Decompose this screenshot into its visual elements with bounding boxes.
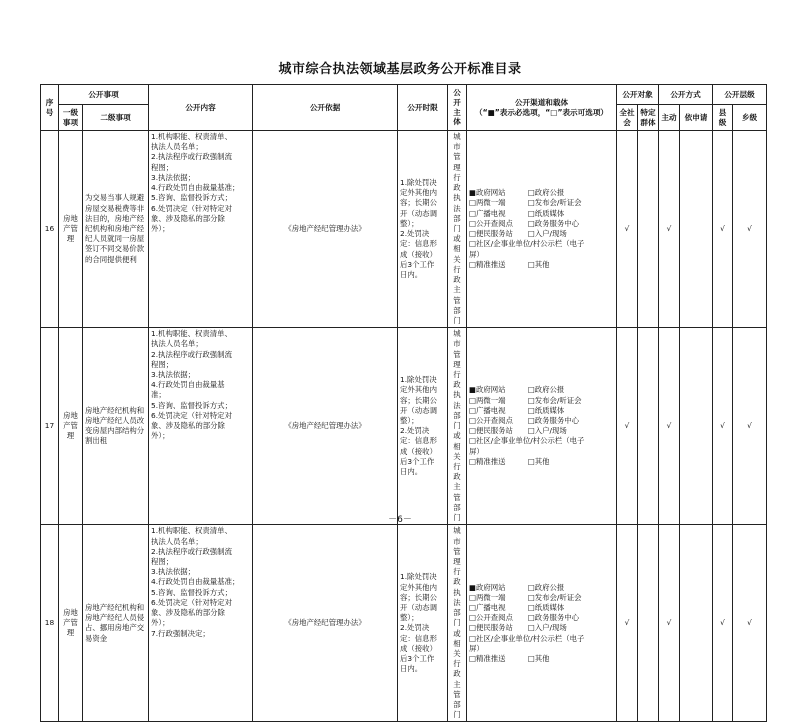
row-subject [448,328,467,525]
row-target-specific [638,131,659,328]
content-line: 象、涉及隐私的部分除 [151,213,225,223]
channel-line: □精准推送 □其他 [469,654,550,664]
content-line: 1.机构职能、权责清单、 [151,329,232,339]
row-level-township-check: √ [733,328,767,525]
row-content [149,328,253,525]
subject-line: 或相 [453,234,461,254]
deadline-line: 成（接收） [400,249,437,259]
deadline-line: 开（动态调 [400,208,437,218]
row-target-all-check: √ [617,525,638,722]
content-line: 6.处罚决定（针对特定对 [151,410,232,420]
row-level-county-check: √ [713,525,733,722]
content-line: 5.咨询、监督投诉方式； [151,400,232,410]
deadline-line: 整）； [400,416,419,426]
content-line: 外）； [151,618,170,628]
content-line: 程图； [151,162,174,172]
col-level-township-header: 乡级 [733,105,767,131]
deadline-line: 容；长期公 [400,592,437,602]
content-line: 2.执法程序或行政强制流 [151,349,232,359]
content-line: 执法人员名单； [151,339,203,349]
row-target-all-check: √ [617,131,638,328]
row-level2: 房地产经纪机构和房地产经纪人员改变房屋内部结构分割出租 [83,328,149,525]
subject-line: 管理 [453,152,461,172]
content-line: 象、涉及隐私的部分除 [151,421,225,431]
row-basis: 《房地产经纪管理办法》 [253,525,398,722]
content-line: 外）； [151,431,170,441]
row-level2: 为交易当事人规避房屋交易税费等非法目的，房地产经纪机构和房地产经纪人员就同一房屋签订不同交易价款的合同提供便利 [83,131,149,328]
deadline-line: 定：信息形 [400,633,437,643]
subject-line: 管理 [453,546,461,566]
content-line: 准； [151,390,166,400]
content-line: 象、涉及隐私的部分除 [151,608,225,618]
channel-line: □广播电视 □纸质媒体 [469,208,565,218]
content-line: 6.处罚决定（针对特定对 [151,203,232,213]
col-content-header: 公开内容 [149,85,253,131]
deadline-line: 2.处罚决 [400,623,430,633]
deadline-line: 1.除处罚决 [400,177,437,187]
col-level-header: 公开层级 [713,85,767,105]
row-deadline [398,131,448,328]
deadline-line: 容；长期公 [400,395,437,405]
table-row [41,131,767,328]
content-line: 5.咨询、监督投诉方式； [151,193,232,203]
subject-line: 政主 [453,275,461,295]
col-items-header: 公开事项 [59,85,149,105]
channels-header-title: 公开渠道和载体 [514,97,569,107]
deadline-line: 后3个工作 [400,259,435,269]
col-target-specific-header: 特定群体 [638,105,659,131]
subject-line: 关行 [453,451,461,471]
deadline-line: 日内。 [400,467,423,477]
content-line: 2.执法程序或行政强制流 [151,152,232,162]
deadline-line: 1.除处罚决 [400,572,437,582]
subject-line: 管部 [453,689,461,710]
content-line: 1.机构职能、权责清单、 [151,132,232,141]
content-line: 3.执法依据； [151,370,196,380]
subject-line: 执法 [453,587,461,607]
row-method-request [680,525,713,722]
deadline-line: 日内。 [400,269,423,279]
channel-line: □公开查阅点 □政务服务中心 [469,218,580,228]
channel-line: 屏） [469,446,484,456]
subject-line: 门 [453,710,461,720]
row-seq: 17 [41,328,59,525]
content-line: 2.执法程序或行政强制流 [151,546,232,556]
subject-line: 关行 [453,254,461,274]
row-channels [467,525,617,722]
page-title: 城市综合执法领域基层政务公开标准目录 [278,62,522,77]
row-channels [467,328,617,525]
row-content [149,525,253,722]
deadline-line: 定：信息形 [400,239,437,249]
subject-line: 行政 [453,172,461,193]
content-line: 程图； [151,359,174,369]
deadline-line: 整）； [400,613,419,623]
deadline-line: 后3个工作 [400,456,435,466]
channel-line: □公开查阅点 □政务服务中心 [469,613,580,623]
content-line: 程图； [151,556,174,566]
subject-line: 政主 [453,472,461,492]
channel-line: □精准推送 □其他 [469,259,550,269]
row-target-specific [638,328,659,525]
table-row [41,328,767,525]
row-channels [467,131,617,328]
content-line: 5.咨询、监督投诉方式； [151,587,232,597]
row-level-county-check: √ [713,131,733,328]
col-method-request-header: 依申请 [680,105,713,131]
channel-line: □广播电视 □纸质媒体 [469,602,565,612]
content-line: 执法人员名单； [151,536,203,546]
content-line: 外）； [151,223,170,233]
channel-line: ■政府网站 □政府公报 [469,188,565,198]
row-method-active-check: √ [659,525,680,722]
row-seq: 16 [41,131,59,328]
row-basis: 《房地产经纪管理办法》 [253,328,398,525]
subject-line: 或相 [453,628,461,648]
row-target-specific [638,525,659,722]
row-subject [448,525,467,722]
row-basis: 《房地产经纪管理办法》 [253,131,398,328]
channel-line: □社区/企事业单位/村公示栏（电子 [469,239,585,249]
deadline-line: 定外其他内 [400,385,437,395]
deadline-line: 1.除处罚决 [400,375,437,385]
content-line: 4.行政处罚自由裁量基准； [151,577,240,587]
channel-line: □精准推送 □其他 [469,456,550,466]
content-line: 4.行政处罚自由裁量基 [151,380,225,390]
subject-line: 部门 [453,410,461,431]
subject-line: 行政 [453,567,461,587]
subject-line: 城市 [453,132,461,152]
col-subject-header: 公开主体 [448,85,467,131]
header-row-1 [41,85,767,105]
deadline-line: 整）； [400,218,419,228]
col-basis-header: 公开依据 [253,85,398,131]
content-line: 7.行政强制决定； [151,628,210,638]
channel-line: □两微一端 □发布会/听证会 [469,592,582,602]
col-level2-header: 二级事项 [83,105,149,131]
deadline-line: 后3个工作 [400,654,435,664]
channel-line: ■政府网站 □政府公报 [469,385,565,395]
row-method-request [680,131,713,328]
row-level1: 房地产管理 [59,328,83,525]
col-method-header: 公开方式 [659,85,713,105]
col-target-header: 公开对象 [617,85,659,105]
row-subject [448,131,467,328]
channels-header-note: （“■”表示必选项，“□”表示可选项） [474,107,609,117]
row-method-request [680,328,713,525]
table-row [41,525,767,722]
subject-line: 部门 [453,608,461,628]
channel-line: □两微一端 □发布会/听证会 [469,198,582,208]
subject-line: 执法 [453,390,461,410]
deadline-line: 定外其他内 [400,582,437,592]
row-deadline [398,525,448,722]
row-level-township-check: √ [733,131,767,328]
deadline-line: 成（接收） [400,643,437,653]
content-line: 3.执法依据； [151,172,196,182]
channel-line: □便民服务站 □入户/现场 [469,623,567,633]
deadline-line: 2.处罚决 [400,229,430,239]
subject-line: 关行 [453,648,461,669]
subject-line: 门 [453,513,461,523]
row-target-all-check: √ [617,328,638,525]
content-line: 执法人员名单； [151,142,203,152]
channel-line: □社区/企事业单位/村公示栏（电子 [469,436,585,446]
subject-line: 执法 [453,193,461,213]
row-content [149,131,253,328]
deadline-line: 日内。 [400,664,423,674]
subject-line: 管部 [453,492,461,512]
subject-line: 或相 [453,431,461,451]
row-level1: 房地产管理 [59,131,83,328]
row-level-township-check: √ [733,525,767,722]
row-level-county-check: √ [713,328,733,525]
channel-line: □便民服务站 □入户/现场 [469,229,567,239]
channel-line: □两微一端 □发布会/听证会 [469,395,582,405]
col-level1-header: 一级事项 [59,105,83,131]
deadline-line: 成（接收） [400,446,437,456]
row-seq: 18 [41,525,59,722]
row-level1: 房地产管理 [59,525,83,722]
subject-line: 门 [453,315,461,325]
col-level-county-header: 县级 [713,105,733,131]
deadline-line: 定外其他内 [400,188,437,198]
channel-line: □社区/企事业单位/村公示栏（电子 [469,633,585,643]
deadline-line: 开（动态调 [400,405,437,415]
channel-line: 屏） [469,643,484,653]
content-line: 1.机构职能、权责清单、 [151,526,232,536]
col-target-all-header: 全社会 [617,105,638,131]
subject-line: 城市 [453,526,461,546]
deadline-line: 2.处罚决 [400,426,430,436]
channel-line: 屏） [469,249,484,259]
deadline-line: 开（动态调 [400,602,437,612]
subject-line: 管理 [453,349,461,369]
channel-line: □便民服务站 □入户/现场 [469,426,567,436]
row-method-active-check: √ [659,328,680,525]
subject-line: 行政 [453,370,461,390]
col-seq-header: 序号 [41,85,59,131]
disclosure-table [40,84,767,722]
col-channels-header [467,85,617,131]
subject-line: 部门 [453,213,461,233]
subject-line: 城市 [453,329,461,349]
channel-line: □公开查阅点 □政务服务中心 [469,416,580,426]
deadline-line: 容；长期公 [400,198,437,208]
deadline-line: 定：信息形 [400,436,437,446]
row-method-active-check: √ [659,131,680,328]
col-method-active-header: 主动 [659,105,680,131]
subject-line: 管部 [453,295,461,315]
row-level2: 房地产经纪机构和房地产经纪人员侵占、挪用房地产交易资金 [83,525,149,722]
content-line: 4.行政处罚自由裁量基准； [151,183,240,193]
channel-line: ■政府网站 □政府公报 [469,582,565,592]
channel-line: □广播电视 □纸质媒体 [469,405,565,415]
content-line: 6.处罚决定（针对特定对 [151,597,232,607]
row-deadline [398,328,448,525]
col-deadline-header: 公开时限 [398,85,448,131]
page-number: －6－ [388,515,412,525]
content-line: 3.执法依据； [151,567,196,577]
subject-line: 政主 [453,669,461,689]
